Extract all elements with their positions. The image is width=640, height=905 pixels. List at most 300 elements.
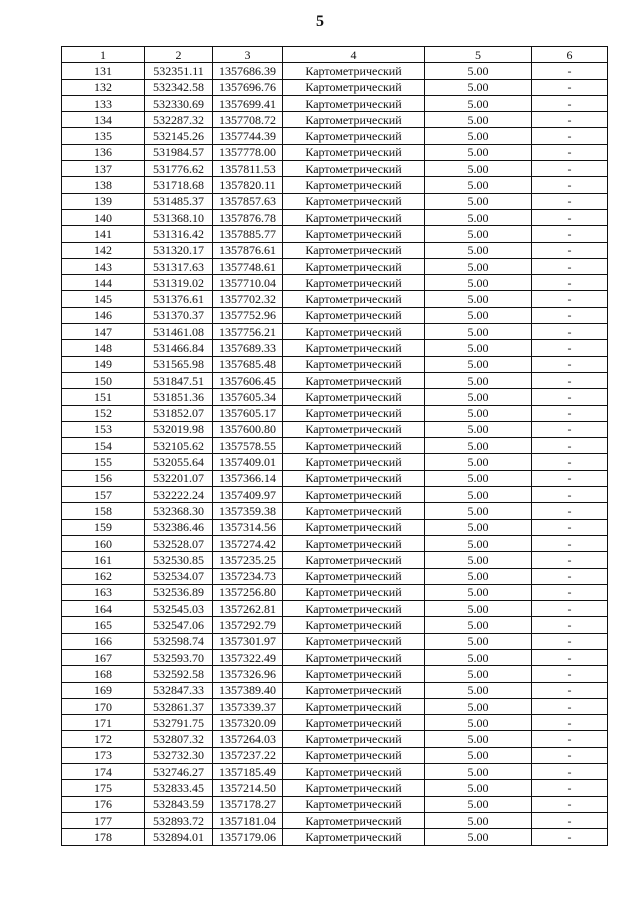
- x-coordinate-cell: 532534.07: [145, 568, 213, 584]
- method-cell: Картометрический: [283, 356, 425, 372]
- accuracy-cell: 5.00: [425, 649, 532, 665]
- method-cell: Картометрический: [283, 63, 425, 79]
- description-cell: -: [532, 584, 608, 600]
- accuracy-cell: 5.00: [425, 584, 532, 600]
- x-coordinate-cell: 531320.17: [145, 242, 213, 258]
- description-cell: -: [532, 356, 608, 372]
- column-header: 6: [532, 47, 608, 63]
- description-cell: -: [532, 95, 608, 111]
- point-number-cell: 140: [62, 209, 145, 225]
- description-cell: -: [532, 812, 608, 828]
- accuracy-cell: 5.00: [425, 144, 532, 160]
- description-cell: -: [532, 552, 608, 568]
- point-number-cell: 142: [62, 242, 145, 258]
- x-coordinate-cell: 532055.64: [145, 454, 213, 470]
- method-cell: Картометрический: [283, 503, 425, 519]
- accuracy-cell: 5.00: [425, 682, 532, 698]
- x-coordinate-cell: 532894.01: [145, 829, 213, 845]
- method-cell: Картометрический: [283, 405, 425, 421]
- method-cell: Картометрический: [283, 372, 425, 388]
- x-coordinate-cell: 532843.59: [145, 796, 213, 812]
- point-number-cell: 175: [62, 780, 145, 796]
- description-cell: -: [532, 258, 608, 274]
- table-row: [62, 470, 608, 486]
- table-row: [62, 715, 608, 731]
- point-number-cell: 174: [62, 764, 145, 780]
- x-coordinate-cell: 531317.63: [145, 258, 213, 274]
- point-number-cell: 151: [62, 389, 145, 405]
- point-number-cell: 152: [62, 405, 145, 421]
- y-coordinate-cell: 1357237.22: [213, 747, 283, 763]
- x-coordinate-cell: 532201.07: [145, 470, 213, 486]
- y-coordinate-cell: 1357578.55: [213, 438, 283, 454]
- description-cell: -: [532, 438, 608, 454]
- method-cell: Картометрический: [283, 747, 425, 763]
- table-row: [62, 95, 608, 111]
- point-number-cell: 150: [62, 372, 145, 388]
- x-coordinate-cell: 531718.68: [145, 177, 213, 193]
- x-coordinate-cell: 531485.37: [145, 193, 213, 209]
- x-coordinate-cell: 531319.02: [145, 275, 213, 291]
- method-cell: Картометрический: [283, 617, 425, 633]
- method-cell: Картометрический: [283, 307, 425, 323]
- x-coordinate-cell: 532536.89: [145, 584, 213, 600]
- table-body: [62, 63, 608, 845]
- accuracy-cell: 5.00: [425, 324, 532, 340]
- description-cell: -: [532, 568, 608, 584]
- description-cell: -: [532, 242, 608, 258]
- table-row: [62, 731, 608, 747]
- x-coordinate-cell: 532386.46: [145, 519, 213, 535]
- table-row: [62, 796, 608, 812]
- table-row: [62, 177, 608, 193]
- point-number-cell: 169: [62, 682, 145, 698]
- description-cell: -: [532, 666, 608, 682]
- point-number-cell: 159: [62, 519, 145, 535]
- table-row: [62, 307, 608, 323]
- x-coordinate-cell: 532545.03: [145, 601, 213, 617]
- y-coordinate-cell: 1357326.96: [213, 666, 283, 682]
- table-row: [62, 356, 608, 372]
- y-coordinate-cell: 1357605.17: [213, 405, 283, 421]
- y-coordinate-cell: 1357708.72: [213, 112, 283, 128]
- x-coordinate-cell: 531316.42: [145, 226, 213, 242]
- point-number-cell: 137: [62, 161, 145, 177]
- description-cell: -: [532, 226, 608, 242]
- method-cell: Картометрический: [283, 601, 425, 617]
- description-cell: -: [532, 161, 608, 177]
- point-number-cell: 156: [62, 470, 145, 486]
- table-row: [62, 340, 608, 356]
- y-coordinate-cell: 1357689.33: [213, 340, 283, 356]
- y-coordinate-cell: 1357696.76: [213, 79, 283, 95]
- point-number-cell: 168: [62, 666, 145, 682]
- table-row: [62, 617, 608, 633]
- y-coordinate-cell: 1357752.96: [213, 307, 283, 323]
- accuracy-cell: 5.00: [425, 242, 532, 258]
- accuracy-cell: 5.00: [425, 454, 532, 470]
- x-coordinate-cell: 531376.61: [145, 291, 213, 307]
- method-cell: Картометрический: [283, 633, 425, 649]
- point-number-cell: 139: [62, 193, 145, 209]
- method-cell: Картометрический: [283, 193, 425, 209]
- point-number-cell: 131: [62, 63, 145, 79]
- coordinates-table: [61, 46, 608, 846]
- description-cell: -: [532, 193, 608, 209]
- table-row: [62, 242, 608, 258]
- method-cell: Картометрический: [283, 698, 425, 714]
- method-cell: Картометрический: [283, 584, 425, 600]
- x-coordinate-cell: 531852.07: [145, 405, 213, 421]
- description-cell: -: [532, 209, 608, 225]
- accuracy-cell: 5.00: [425, 79, 532, 95]
- method-cell: Картометрический: [283, 812, 425, 828]
- x-coordinate-cell: 532547.06: [145, 617, 213, 633]
- method-cell: Картометрический: [283, 764, 425, 780]
- y-coordinate-cell: 1357686.39: [213, 63, 283, 79]
- method-cell: Картометрический: [283, 324, 425, 340]
- table-row: [62, 258, 608, 274]
- x-coordinate-cell: 531461.08: [145, 324, 213, 340]
- point-number-cell: 154: [62, 438, 145, 454]
- point-number-cell: 145: [62, 291, 145, 307]
- accuracy-cell: 5.00: [425, 601, 532, 617]
- y-coordinate-cell: 1357744.39: [213, 128, 283, 144]
- accuracy-cell: 5.00: [425, 780, 532, 796]
- method-cell: Картометрический: [283, 161, 425, 177]
- description-cell: -: [532, 780, 608, 796]
- accuracy-cell: 5.00: [425, 747, 532, 763]
- x-coordinate-cell: 532861.37: [145, 698, 213, 714]
- method-cell: Картометрический: [283, 79, 425, 95]
- column-header: 2: [145, 47, 213, 63]
- method-cell: Картометрический: [283, 340, 425, 356]
- description-cell: -: [532, 63, 608, 79]
- y-coordinate-cell: 1357322.49: [213, 649, 283, 665]
- accuracy-cell: 5.00: [425, 829, 532, 845]
- table-row: [62, 438, 608, 454]
- accuracy-cell: 5.00: [425, 63, 532, 79]
- table-row: [62, 812, 608, 828]
- point-number-cell: 136: [62, 144, 145, 160]
- y-coordinate-cell: 1357702.32: [213, 291, 283, 307]
- description-cell: -: [532, 144, 608, 160]
- page-number: 5: [316, 13, 324, 30]
- method-cell: Картометрический: [283, 552, 425, 568]
- point-number-cell: 138: [62, 177, 145, 193]
- y-coordinate-cell: 1357366.14: [213, 470, 283, 486]
- point-number-cell: 160: [62, 535, 145, 551]
- accuracy-cell: 5.00: [425, 275, 532, 291]
- accuracy-cell: 5.00: [425, 356, 532, 372]
- accuracy-cell: 5.00: [425, 812, 532, 828]
- point-number-cell: 163: [62, 584, 145, 600]
- method-cell: Картометрический: [283, 95, 425, 111]
- table-row: [62, 829, 608, 845]
- point-number-cell: 176: [62, 796, 145, 812]
- method-cell: Картометрический: [283, 715, 425, 731]
- accuracy-cell: 5.00: [425, 209, 532, 225]
- point-number-cell: 146: [62, 307, 145, 323]
- table-row: [62, 405, 608, 421]
- accuracy-cell: 5.00: [425, 112, 532, 128]
- y-coordinate-cell: 1357600.80: [213, 421, 283, 437]
- x-coordinate-cell: 532847.33: [145, 682, 213, 698]
- y-coordinate-cell: 1357181.04: [213, 812, 283, 828]
- point-number-cell: 167: [62, 649, 145, 665]
- x-coordinate-cell: 532833.45: [145, 780, 213, 796]
- y-coordinate-cell: 1357339.37: [213, 698, 283, 714]
- table-header-row: [62, 47, 608, 63]
- table-row: [62, 161, 608, 177]
- point-number-cell: 170: [62, 698, 145, 714]
- point-number-cell: 134: [62, 112, 145, 128]
- point-number-cell: 155: [62, 454, 145, 470]
- description-cell: -: [532, 405, 608, 421]
- x-coordinate-cell: 532222.24: [145, 487, 213, 503]
- accuracy-cell: 5.00: [425, 340, 532, 356]
- x-coordinate-cell: 532732.30: [145, 747, 213, 763]
- x-coordinate-cell: 531847.51: [145, 372, 213, 388]
- method-cell: Картометрический: [283, 275, 425, 291]
- y-coordinate-cell: 1357214.50: [213, 780, 283, 796]
- y-coordinate-cell: 1357178.27: [213, 796, 283, 812]
- column-header: 1: [62, 47, 145, 63]
- method-cell: Картометрический: [283, 829, 425, 845]
- table-row: [62, 633, 608, 649]
- accuracy-cell: 5.00: [425, 291, 532, 307]
- table-row: [62, 682, 608, 698]
- description-cell: -: [532, 796, 608, 812]
- x-coordinate-cell: 532791.75: [145, 715, 213, 731]
- method-cell: Картометрический: [283, 666, 425, 682]
- x-coordinate-cell: 532019.98: [145, 421, 213, 437]
- method-cell: Картометрический: [283, 112, 425, 128]
- x-coordinate-cell: 532330.69: [145, 95, 213, 111]
- column-header: 3: [213, 47, 283, 63]
- x-coordinate-cell: 532593.70: [145, 649, 213, 665]
- y-coordinate-cell: 1357606.45: [213, 372, 283, 388]
- accuracy-cell: 5.00: [425, 633, 532, 649]
- point-number-cell: 166: [62, 633, 145, 649]
- method-cell: Картометрический: [283, 291, 425, 307]
- description-cell: -: [532, 715, 608, 731]
- method-cell: Картометрический: [283, 649, 425, 665]
- x-coordinate-cell: 532893.72: [145, 812, 213, 828]
- accuracy-cell: 5.00: [425, 421, 532, 437]
- y-coordinate-cell: 1357699.41: [213, 95, 283, 111]
- description-cell: -: [532, 535, 608, 551]
- table-row: [62, 568, 608, 584]
- method-cell: Картометрический: [283, 389, 425, 405]
- point-number-cell: 171: [62, 715, 145, 731]
- y-coordinate-cell: 1357262.81: [213, 601, 283, 617]
- description-cell: -: [532, 764, 608, 780]
- y-coordinate-cell: 1357320.09: [213, 715, 283, 731]
- x-coordinate-cell: 532746.27: [145, 764, 213, 780]
- y-coordinate-cell: 1357857.63: [213, 193, 283, 209]
- x-coordinate-cell: 531851.36: [145, 389, 213, 405]
- description-cell: -: [532, 340, 608, 356]
- description-cell: -: [532, 454, 608, 470]
- y-coordinate-cell: 1357820.11: [213, 177, 283, 193]
- point-number-cell: 157: [62, 487, 145, 503]
- table-row: [62, 503, 608, 519]
- accuracy-cell: 5.00: [425, 796, 532, 812]
- description-cell: -: [532, 747, 608, 763]
- point-number-cell: 133: [62, 95, 145, 111]
- y-coordinate-cell: 1357359.38: [213, 503, 283, 519]
- description-cell: -: [532, 649, 608, 665]
- y-coordinate-cell: 1357710.04: [213, 275, 283, 291]
- table-row: [62, 79, 608, 95]
- table-row: [62, 112, 608, 128]
- y-coordinate-cell: 1357179.06: [213, 829, 283, 845]
- description-cell: -: [532, 633, 608, 649]
- accuracy-cell: 5.00: [425, 698, 532, 714]
- y-coordinate-cell: 1357778.00: [213, 144, 283, 160]
- accuracy-cell: 5.00: [425, 177, 532, 193]
- accuracy-cell: 5.00: [425, 470, 532, 486]
- accuracy-cell: 5.00: [425, 487, 532, 503]
- method-cell: Картометрический: [283, 519, 425, 535]
- table-row: [62, 535, 608, 551]
- point-number-cell: 161: [62, 552, 145, 568]
- accuracy-cell: 5.00: [425, 226, 532, 242]
- table-row: [62, 552, 608, 568]
- description-cell: -: [532, 79, 608, 95]
- description-cell: -: [532, 601, 608, 617]
- point-number-cell: 153: [62, 421, 145, 437]
- x-coordinate-cell: 532528.07: [145, 535, 213, 551]
- y-coordinate-cell: 1357876.78: [213, 209, 283, 225]
- x-coordinate-cell: 531565.98: [145, 356, 213, 372]
- table-row: [62, 487, 608, 503]
- method-cell: Картометрический: [283, 470, 425, 486]
- accuracy-cell: 5.00: [425, 535, 532, 551]
- x-coordinate-cell: 531368.10: [145, 209, 213, 225]
- accuracy-cell: 5.00: [425, 405, 532, 421]
- accuracy-cell: 5.00: [425, 617, 532, 633]
- x-coordinate-cell: 531776.62: [145, 161, 213, 177]
- y-coordinate-cell: 1357301.97: [213, 633, 283, 649]
- x-coordinate-cell: 532145.26: [145, 128, 213, 144]
- table-row: [62, 291, 608, 307]
- accuracy-cell: 5.00: [425, 258, 532, 274]
- description-cell: -: [532, 389, 608, 405]
- table-row: [62, 764, 608, 780]
- table-row: [62, 747, 608, 763]
- method-cell: Картометрический: [283, 568, 425, 584]
- point-number-cell: 177: [62, 812, 145, 828]
- description-cell: -: [532, 470, 608, 486]
- accuracy-cell: 5.00: [425, 389, 532, 405]
- point-number-cell: 135: [62, 128, 145, 144]
- y-coordinate-cell: 1357185.49: [213, 764, 283, 780]
- y-coordinate-cell: 1357274.42: [213, 535, 283, 551]
- x-coordinate-cell: 532351.11: [145, 63, 213, 79]
- description-cell: -: [532, 128, 608, 144]
- description-cell: -: [532, 275, 608, 291]
- y-coordinate-cell: 1357256.80: [213, 584, 283, 600]
- table-row: [62, 584, 608, 600]
- method-cell: Картометрический: [283, 535, 425, 551]
- accuracy-cell: 5.00: [425, 666, 532, 682]
- y-coordinate-cell: 1357685.48: [213, 356, 283, 372]
- table-row: [62, 666, 608, 682]
- description-cell: -: [532, 829, 608, 845]
- method-cell: Картометрический: [283, 438, 425, 454]
- description-cell: -: [532, 698, 608, 714]
- description-cell: -: [532, 487, 608, 503]
- accuracy-cell: 5.00: [425, 372, 532, 388]
- table-row: [62, 601, 608, 617]
- table-row: [62, 226, 608, 242]
- accuracy-cell: 5.00: [425, 95, 532, 111]
- y-coordinate-cell: 1357409.01: [213, 454, 283, 470]
- method-cell: Картометрический: [283, 454, 425, 470]
- method-cell: Картометрический: [283, 209, 425, 225]
- accuracy-cell: 5.00: [425, 764, 532, 780]
- method-cell: Картометрический: [283, 682, 425, 698]
- method-cell: Картометрический: [283, 226, 425, 242]
- x-coordinate-cell: 532287.32: [145, 112, 213, 128]
- accuracy-cell: 5.00: [425, 161, 532, 177]
- x-coordinate-cell: 532530.85: [145, 552, 213, 568]
- accuracy-cell: 5.00: [425, 715, 532, 731]
- x-coordinate-cell: 531466.84: [145, 340, 213, 356]
- table-row: [62, 144, 608, 160]
- point-number-cell: 164: [62, 601, 145, 617]
- accuracy-cell: 5.00: [425, 438, 532, 454]
- table-row: [62, 698, 608, 714]
- y-coordinate-cell: 1357314.56: [213, 519, 283, 535]
- method-cell: Картометрический: [283, 128, 425, 144]
- point-number-cell: 147: [62, 324, 145, 340]
- accuracy-cell: 5.00: [425, 731, 532, 747]
- accuracy-cell: 5.00: [425, 503, 532, 519]
- method-cell: Картометрический: [283, 421, 425, 437]
- description-cell: -: [532, 421, 608, 437]
- method-cell: Картометрический: [283, 731, 425, 747]
- table-row: [62, 780, 608, 796]
- x-coordinate-cell: 531370.37: [145, 307, 213, 323]
- accuracy-cell: 5.00: [425, 552, 532, 568]
- y-coordinate-cell: 1357885.77: [213, 226, 283, 242]
- y-coordinate-cell: 1357748.61: [213, 258, 283, 274]
- point-number-cell: 162: [62, 568, 145, 584]
- description-cell: -: [532, 372, 608, 388]
- x-coordinate-cell: 532592.58: [145, 666, 213, 682]
- method-cell: Картометрический: [283, 796, 425, 812]
- description-cell: -: [532, 291, 608, 307]
- x-coordinate-cell: 531984.57: [145, 144, 213, 160]
- table-row: [62, 128, 608, 144]
- description-cell: -: [532, 503, 608, 519]
- y-coordinate-cell: 1357409.97: [213, 487, 283, 503]
- point-number-cell: 143: [62, 258, 145, 274]
- point-number-cell: 149: [62, 356, 145, 372]
- point-number-cell: 132: [62, 79, 145, 95]
- description-cell: -: [532, 519, 608, 535]
- method-cell: Картометрический: [283, 487, 425, 503]
- accuracy-cell: 5.00: [425, 307, 532, 323]
- table-row: [62, 649, 608, 665]
- y-coordinate-cell: 1357876.61: [213, 242, 283, 258]
- y-coordinate-cell: 1357235.25: [213, 552, 283, 568]
- table-row: [62, 324, 608, 340]
- point-number-cell: 172: [62, 731, 145, 747]
